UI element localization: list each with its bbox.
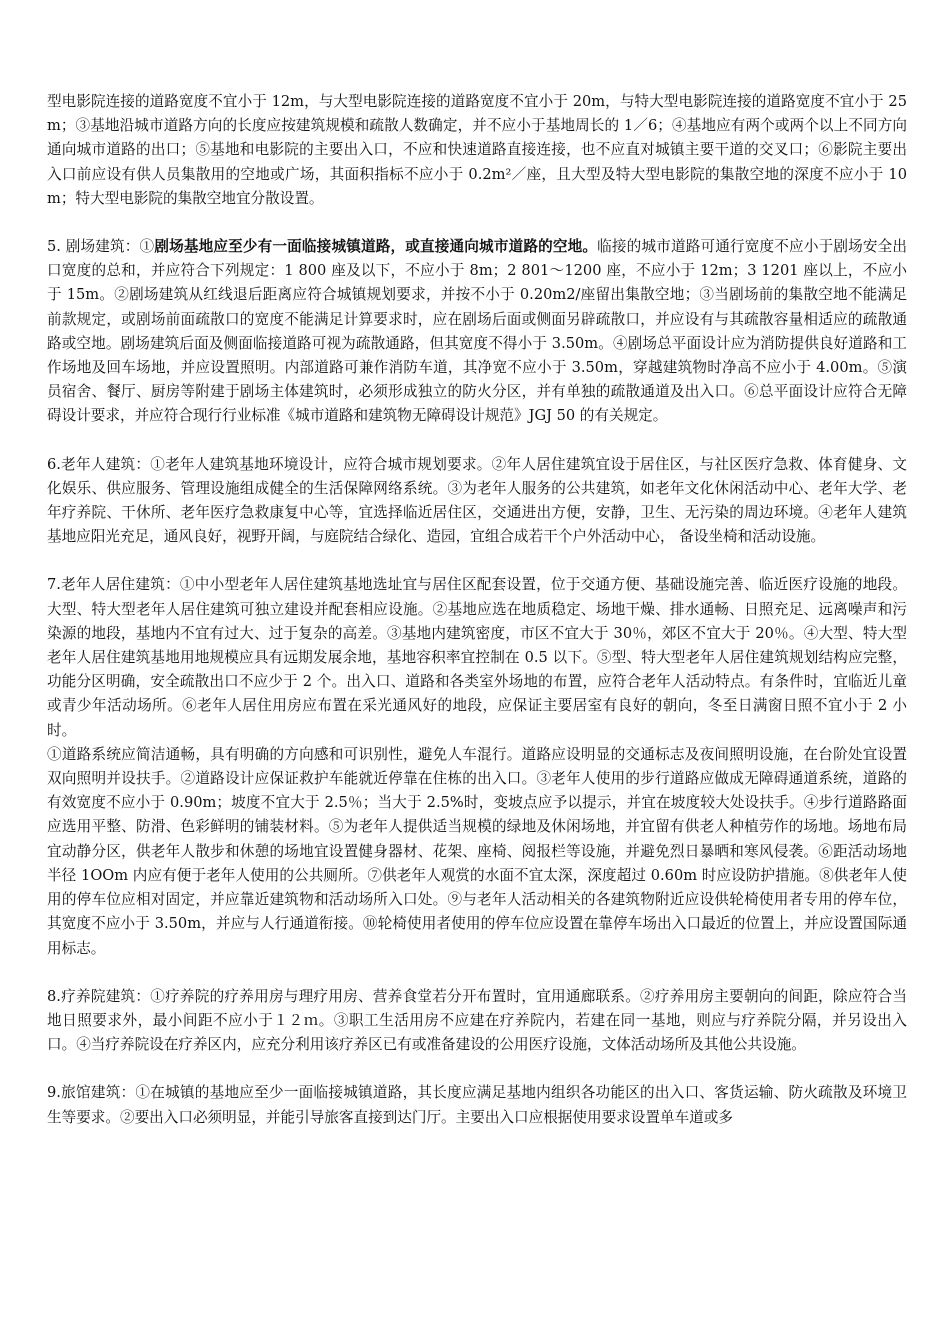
paragraph-sanatorium bbox=[47, 985, 907, 1058]
document-page bbox=[47, 90, 907, 1154]
paragraph-lead: 5. 剧场建筑：① bbox=[47, 238, 155, 256]
paragraph-text: 型电影院连接的道路宽度不宜小于 12m，与大型电影院连接的道路宽度不宜小于 20m，与特大型电影院连接的道路宽度不宜小于 25m；③基地沿城市道路方向的长度应按建筑规模和疏散人数确定，并不应小于基地周长的 1／6；④基地应有两个或两个以上不同方向通向城市道路的出口；⑤基地和电影院的主要出入口，不应和快速道路直接连接，也不应直对城镇主要干道的交叉口；⑥影院主要出入口前应设有供人员集散用的空地或广场，其面积指标不应小于 0.2m²／座，且大型及特大型电影院的集散空地的深度不应小于 10m；特大型电影院的集散空地宜分散设置。 bbox=[47, 93, 907, 207]
paragraph-cinema-continued bbox=[47, 90, 907, 211]
paragraph-elderly-roads bbox=[47, 743, 907, 961]
paragraph-text: ①道路系统应简洁通畅，具有明确的方向感和可识别性，避免人车混行。道路应设明显的交通标志及夜间照明设施，在台阶处宜设置双向照明并设扶手。②道路设计应保证救护车能就近停靠在住栋的出入口。③老年人使用的步行道路应做成无障碍通道系统，道路的有效宽度不应小于 0.90m；坡度不宜大于 2.5％；当大于 2.5%时，变坡点应予以提示，并宜在坡度较大处设扶手。④步行道路路面应选用平整、防滑、色彩鲜明的铺装材料。⑤为老年人提供适当规模的绿地及休闲场地，并宜留有供老人种植劳作的场地。场地布局宜动静分区，供老年人散步和休憩的场地宜设置健身器材、花架、座椅、阅报栏等设施，并避免烈日暴晒和寒风侵袭。⑥距活动场地半径 1OOm 内应有便于老年人使用的公共厕所。⑦供老年人观赏的水面不宜太深，深度超过 0.60m 时应设防护措施。⑧供老年人使用的停车位应相对固定，并应靠近建筑物和活动场所入口处。⑨与老年人活动相关的各建筑物附近应设供轮椅使用者专用的停车位，其宽度不应小于 3.50m，并应与人行通道衔接。⑩轮椅使用者使用的停车位应设置在靠停车场出入口最近的位置上，并应设置国际通用标志。 bbox=[47, 745, 907, 957]
paragraph-text: 7.老年人居住建筑：①中小型老年人居住建筑基地选址宜与居住区配套设置，位于交通方便、基础设施完善、临近医疗设施的地段。大型、特大型老年人居住建筑可独立建设并配套相应设施。②基地应选在地质稳定、场地干燥、排水通畅、日照充足、远离噪声和污染源的地段，基地内不宜有过大、过于复杂的高差。③基地内建筑密度，市区不宜大于 30％，郊区不宜大于 20％。④大型、特大型老年人居住建筑基地用地规模应具有远期发展余地，基地容积率宜控制在 0.5 以下。⑤型、特大型老年人居住建筑规划结构应完整，功能分区明确，安全疏散出口不应少于 2 个。出入口、道路和各类室外场地的布置，应符合老年人活动特点。有条件时，宜临近儿童或青少年活动场所。⑥老年人居住用房应布置在采光通风好的地段，应保证主要居室有良好的朝向，冬至日满窗日照不宜小于 2 小时。 bbox=[47, 576, 907, 739]
paragraph-hotel bbox=[47, 1081, 907, 1129]
paragraph-text: 6.老年人建筑：①老年人建筑基地环境设计，应符合城市规划要求。②年人居住建筑宜设于居住区，与社区医疗急救、体育健身、文化娱乐、供应服务、管理设施组成健全的生活保障网络系统。③为老年人服务的公共建筑，如老年文化休闲活动中心、老年大学、老年疗养院、干休所、老年医疗急救康复中心等，宜选择临近居住区，交通进出方便，安静，卫生、无污染的周边环境。④老年人建筑基地应阳光充足，通风良好，视野开阔，与庭院结合绿化、造园，宜组合成若干个户外活动中心， 备设坐椅和活动设施。 bbox=[47, 455, 907, 546]
paragraph-text: 9.旅馆建筑：①在城镇的基地应至少一面临接城镇道路，其长度应满足基地内组织各功能区的出入口、客货运输、防火疏散及环境卫生等要求。②要出入口必须明显，并能引导旅客直接到达门厅。主要出入口应根据使用要求设置单车道或多 bbox=[47, 1084, 907, 1126]
paragraph-elderly-residential bbox=[47, 573, 907, 742]
paragraph-text: 8.疗养院建筑：①疗养院的疗养用房与理疗用房、营养食堂若分开布置时，宜用通廊联系。②疗养用房主要朝向的间距，除应符合当地日照要求外，最小间距不应小于１２ｍ。③职工生活用房不应建在疗养院内，若建在同一基地，则应与疗养院分隔，并另设出入口。④当疗养院设在疗养区内，应充分利用该疗养区已有或准备建设的公用医疗设施，文体活动场所及其他公共设施。 bbox=[47, 987, 907, 1054]
paragraph-theater bbox=[47, 235, 907, 429]
paragraph-text: 临接的城市道路可通行宽度不应小于剧场安全出口宽度的总和，并应符合下列规定：1 800 座及以下，不应小于 8m；2 801～1200 座，不应小于 12m；3 1201 座以上，不应小于 15m。②剧场建筑从红线退后距离应符合城镇规划要求，并按不小于 0.20m2/座留出集散空地；③当剧场前的集散空地不能满足前款规定，或剧场前面疏散口的宽度不能满足计算要求时，应在剧场后面或侧面另辟疏散口，并应设有与其疏散容量相适应的疏散通路或空地。剧场建筑后面及侧面临接道路可视为疏散通路，但其宽度不得小于 3.50m。④剧场总平面设计应为消防提供良好道路和工作场地及回车场地，并应设置照明。内部道路可兼作消防车道，其净宽不应小于 3.50m，穿越建筑物时净高不应小于 4.00m。⑤演员宿舍、餐厅、厨房等附建于剧场主体建筑时，必须形成独立的防火分区，并有单独的疏散通道及出入口。⑥总平面设计应符合无障碍设计要求，并应符合现行行业标准《城市道路和建筑物无障碍设计规范》JGJ 50 的有关规定。 bbox=[47, 238, 907, 425]
paragraph-bold-sentence: 剧场基地应至少有一面临接城镇道路，或直接通向城市道路的空地。 bbox=[154, 238, 598, 256]
paragraph-elderly bbox=[47, 453, 907, 550]
